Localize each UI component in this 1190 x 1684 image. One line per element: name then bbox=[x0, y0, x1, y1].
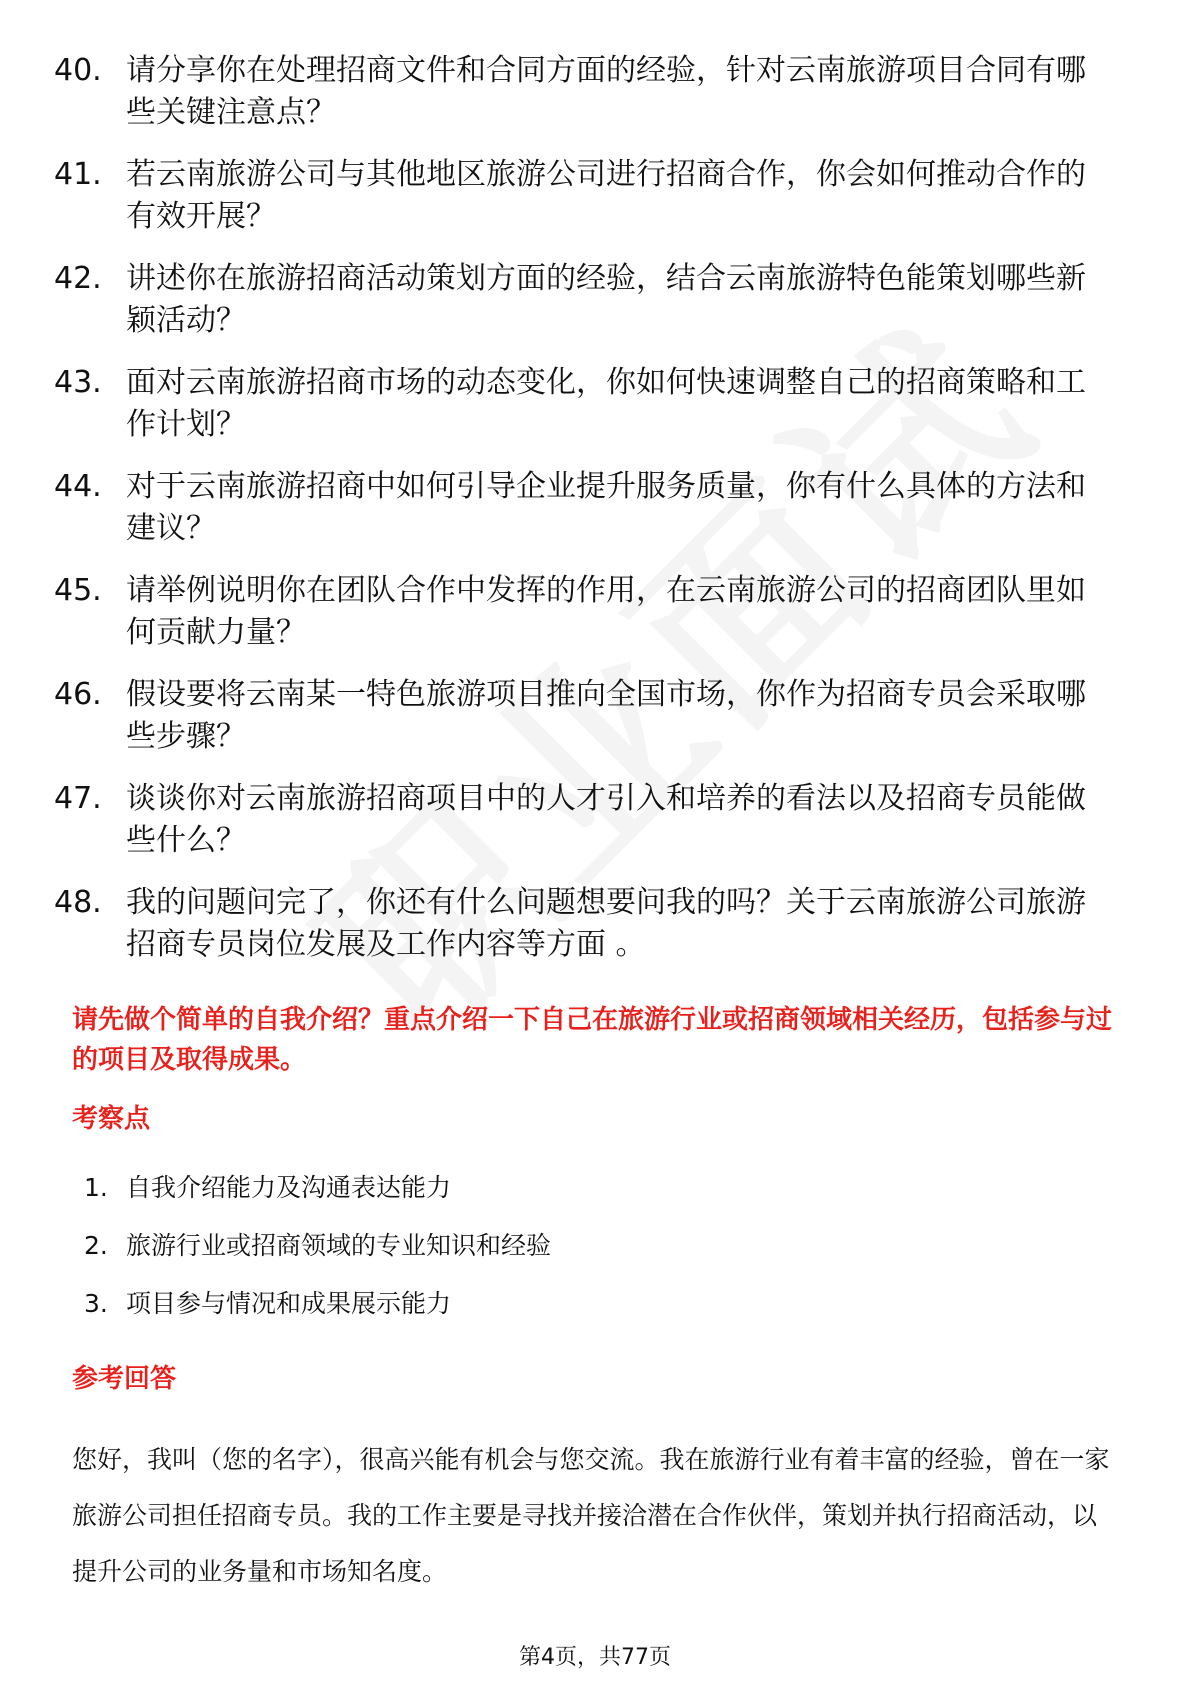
list-item bbox=[84, 1286, 551, 1322]
question-number: 43. bbox=[54, 365, 102, 400]
point-text: 项目参与情况和成果展示能力 bbox=[126, 1289, 452, 1318]
question-number: 48. bbox=[54, 885, 102, 920]
question-number: 47. bbox=[54, 781, 102, 816]
point-text: 自我介绍能力及沟通表达能力 bbox=[126, 1173, 452, 1202]
question-text: 面对云南旅游招商市场的动态变化，你如何快速调整自己的招商策略和工作计划？ bbox=[126, 365, 1086, 442]
points-heading: 考察点 bbox=[72, 1104, 151, 1134]
point-number: 3. bbox=[84, 1289, 108, 1318]
list-item bbox=[54, 50, 1114, 134]
list-item bbox=[84, 1170, 551, 1206]
question-number: 42. bbox=[54, 261, 102, 296]
question-list bbox=[54, 50, 1114, 986]
question-number: 46. bbox=[54, 677, 102, 712]
question-number: 45. bbox=[54, 573, 102, 608]
question-number: 44. bbox=[54, 469, 102, 504]
question-number: 41. bbox=[54, 157, 102, 192]
answer-heading: 参考回答 bbox=[72, 1364, 177, 1394]
list-item bbox=[54, 258, 1114, 342]
list-item bbox=[54, 674, 1114, 758]
list-item bbox=[84, 1228, 551, 1264]
list-item bbox=[54, 570, 1114, 654]
points-list bbox=[84, 1170, 551, 1344]
list-item bbox=[54, 778, 1114, 862]
question-text: 我的问题问完了，你还有什么问题想要问我的吗？关于云南旅游公司旅游招商专员岗位发展及工作内容等方面 。 bbox=[126, 885, 1086, 962]
question-text: 请举例说明你在团队合作中发挥的作用，在云南旅游公司的招商团队里如何贡献力量？ bbox=[126, 573, 1086, 650]
question-text: 假设要将云南某一特色旅游项目推向全国市场，你作为招商专员会采取哪些步骤？ bbox=[126, 677, 1086, 754]
section-question-title: 请先做个简单的自我介绍？重点介绍一下自己在旅游行业或招商领域相关经历，包括参与过的项目及取得成果。 bbox=[72, 1005, 1113, 1075]
list-item bbox=[54, 362, 1114, 446]
list-item bbox=[54, 882, 1114, 966]
point-number: 2. bbox=[84, 1231, 108, 1260]
question-text: 对于云南旅游招商中如何引导企业提升服务质量，你有什么具体的方法和建议？ bbox=[126, 469, 1086, 546]
question-text: 请分享你在处理招商文件和合同方面的经验，针对云南旅游项目合同有哪些关键注意点？ bbox=[126, 53, 1086, 130]
point-text: 旅游行业或招商领域的专业知识和经验 bbox=[126, 1231, 552, 1260]
page-footer: 第4页，共77页 bbox=[519, 1645, 671, 1670]
answer-paragraph: 您好，我叫（您的名字），很高兴能有机会与您交流。我在旅游行业有着丰富的经验，曾在一家旅游公司担任招商专员。我的工作主要是寻找并接洽潜在合作伙伴，策划并执行招商活动，以提升公司的业务量和市场知名度。 bbox=[72, 1445, 1110, 1586]
list-item bbox=[54, 154, 1114, 238]
list-item bbox=[54, 466, 1114, 550]
question-text: 谈谈你对云南旅游招商项目中的人才引入和培养的看法以及招商专员能做些什么？ bbox=[126, 781, 1086, 858]
question-text: 讲述你在旅游招商活动策划方面的经验，结合云南旅游特色能策划哪些新颖活动？ bbox=[126, 261, 1086, 338]
question-number: 40. bbox=[54, 53, 102, 88]
point-number: 1. bbox=[84, 1173, 108, 1202]
question-text: 若云南旅游公司与其他地区旅游公司进行招商合作，你会如何推动合作的有效开展？ bbox=[126, 157, 1086, 234]
